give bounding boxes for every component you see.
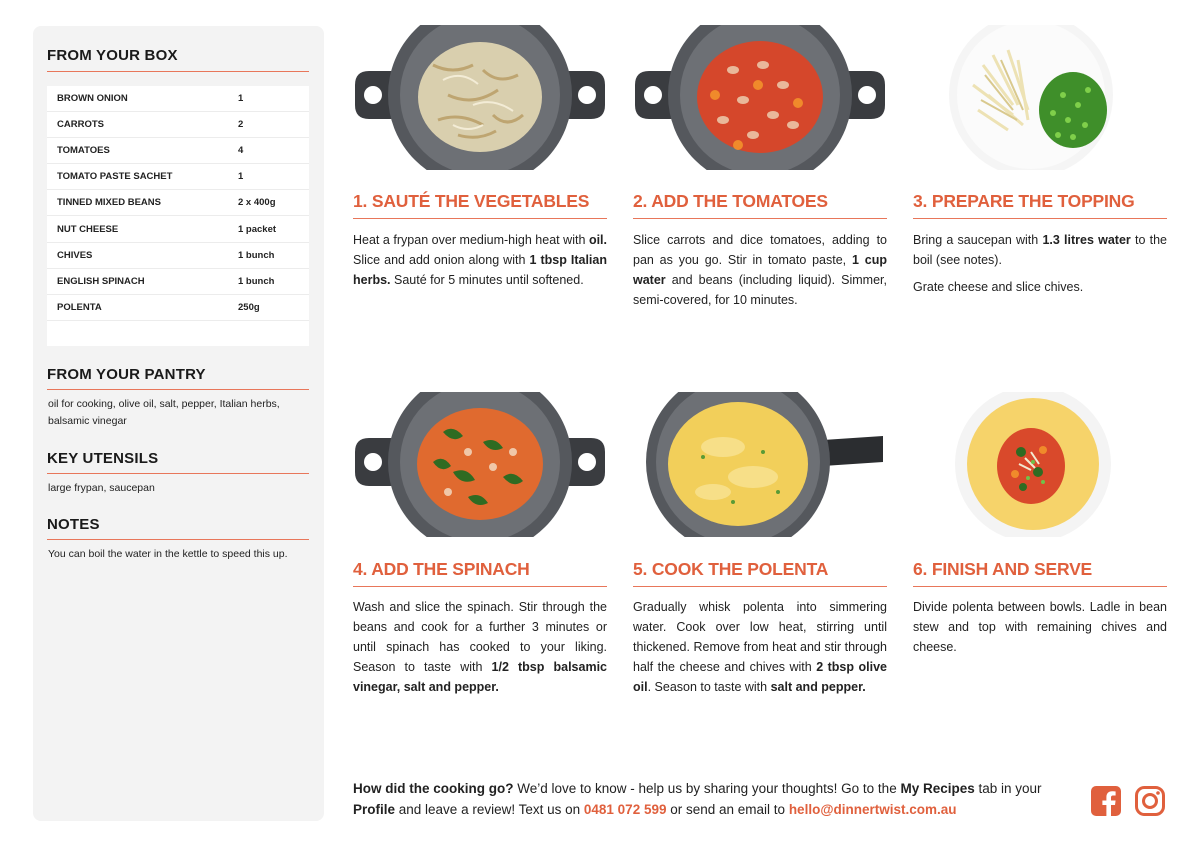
- saucepan-handle-icon: [823, 436, 883, 466]
- ingredient-row: [47, 86, 309, 112]
- ingredient-name: CARROTS: [57, 119, 104, 131]
- ingredient-name: ENGLISH SPINACH: [57, 275, 145, 287]
- step-divider: [353, 586, 607, 587]
- ingredient-name: NUT CHEESE: [57, 223, 119, 235]
- footer-text: tab in your: [974, 781, 1042, 796]
- step-paragraph: Bring a saucepan with 1.3 litres water to the boil (see notes).: [913, 233, 1168, 267]
- heading-divider: [47, 539, 309, 540]
- ingredient-row: [47, 164, 309, 190]
- ingredient-quantity: 4: [238, 145, 244, 157]
- step-5-body: [633, 597, 887, 704]
- ingredient-quantity: 1 packet: [238, 223, 277, 235]
- ingredient-row: [47, 112, 309, 138]
- facebook-icon[interactable]: [1090, 785, 1122, 817]
- key-utensils-heading: KEY UTENSILS: [47, 450, 159, 467]
- ingredient-quantity: 250g: [238, 301, 260, 313]
- step-6-title: 6. FINISH AND SERVE: [913, 559, 1093, 579]
- utensils-text: large frypan, saucepan: [48, 482, 155, 494]
- step-2-body: [633, 230, 887, 317]
- step-3-body: [913, 230, 1167, 304]
- ingredient-row: [47, 295, 309, 321]
- step-3-image: [913, 25, 1167, 170]
- step-divider: [353, 218, 607, 219]
- step-6-image: [913, 392, 1167, 537]
- ingredient-quantity: 1: [238, 93, 244, 105]
- ingredient-row: [47, 269, 309, 295]
- step-4-body: [353, 597, 607, 704]
- my-recipes-link[interactable]: My Recipes: [900, 781, 975, 796]
- ingredient-name: CHIVES: [57, 249, 93, 261]
- sidebar-panel: [33, 26, 324, 821]
- phone-link[interactable]: 0481 072 599: [583, 802, 667, 817]
- heading-divider: [47, 389, 309, 390]
- profile-link[interactable]: Profile: [353, 802, 396, 817]
- ingredient-name: TOMATOES: [57, 145, 110, 157]
- footer-question: How did the cooking go?: [353, 781, 514, 796]
- step-1-title: 1. SAUTÉ THE VEGETABLES: [353, 191, 590, 211]
- step-4-title: 4. ADD THE SPINACH: [353, 559, 530, 579]
- step-paragraph: Divide polenta between bowls. Ladle in bean stew and top with remaining chives and cheese.: [913, 600, 1167, 654]
- step-divider: [633, 586, 887, 587]
- ingredient-name: TOMATO PASTE SACHET: [57, 171, 173, 183]
- ingredient-name: BROWN ONION: [57, 93, 128, 105]
- step-2-image: [633, 25, 887, 170]
- ingredient-row: [47, 190, 309, 216]
- ingredient-row: [47, 243, 309, 269]
- step-4-image: [353, 392, 607, 537]
- ingredient-quantity: 2: [238, 119, 244, 131]
- step-5-title: 5. COOK THE POLENTA: [633, 559, 829, 579]
- from-your-box-heading: FROM YOUR BOX: [47, 47, 178, 64]
- ingredient-quantity: 1: [238, 171, 244, 183]
- step-6-body: [913, 597, 1167, 664]
- heading-divider: [47, 473, 309, 474]
- step-paragraph: Heat a frypan over medium-high heat with oil. Slice and add onion along with 1 tbsp Italian herbs. Sauté for 5 minutes until softened.: [353, 233, 607, 287]
- ingredient-name: TINNED MIXED BEANS: [57, 197, 161, 209]
- step-divider: [913, 586, 1167, 587]
- footer-text: or send an email to: [666, 802, 789, 817]
- ingredient-quantity: 1 bunch: [238, 249, 275, 261]
- step-divider: [633, 218, 887, 219]
- step-paragraph: Grate cheese and slice chives.: [913, 280, 1084, 294]
- notes-heading: NOTES: [47, 516, 100, 533]
- ingredient-quantity: 2 x 400g: [238, 197, 276, 209]
- step-5-image: [633, 392, 887, 537]
- heading-divider: [47, 71, 309, 72]
- step-paragraph: Gradually whisk polenta into simmering water. Cook over low heat, stirring until thickened. Remove from heat and stir through half the cheese and chives with 2 tbsp olive oil. Season to taste with salt and pepper.: [633, 600, 887, 694]
- instagram-icon[interactable]: [1134, 785, 1166, 817]
- step-1-body: [353, 230, 607, 297]
- step-divider: [913, 218, 1167, 219]
- ingredient-name: POLENTA: [57, 301, 102, 313]
- email-link[interactable]: hello@dinnertwist.com.au: [788, 802, 957, 817]
- ingredient-row: [47, 138, 309, 164]
- step-3-title: 3. PREPARE THE TOPPING: [913, 191, 1135, 211]
- step-2-title: 2. ADD THE TOMATOES: [633, 191, 828, 211]
- step-paragraph: Wash and slice the spinach. Stir through the beans and cook for a further 3 minutes or until spinach has cooked to your liking. Season to taste with 1/2 tbsp balsamic vinegar, salt and pepper.: [353, 600, 607, 694]
- step-paragraph: Slice carrots and dice tomatoes, adding to pan as you go. Stir in tomato paste, 1 cup water and beans (including liquid). Simmer, semi-covered, for 10 minutes.: [633, 233, 887, 307]
- from-your-pantry-heading: FROM YOUR PANTRY: [47, 366, 206, 383]
- ingredients-table: [47, 86, 309, 346]
- ingredient-quantity: 1 bunch: [238, 275, 275, 287]
- footer-text: and leave a review! Text us on: [395, 802, 584, 817]
- pantry-text: oil for cooking, olive oil, salt, pepper, Italian herbs, balsamic vinegar: [48, 398, 280, 427]
- notes-text: You can boil the water in the kettle to speed this up.: [48, 548, 288, 560]
- step-1-image: [353, 25, 607, 170]
- ingredient-row: [47, 216, 309, 242]
- footer-text: We’d love to know - help us by sharing your thoughts! Go to the: [513, 781, 901, 796]
- feedback-footer: [353, 778, 1073, 820]
